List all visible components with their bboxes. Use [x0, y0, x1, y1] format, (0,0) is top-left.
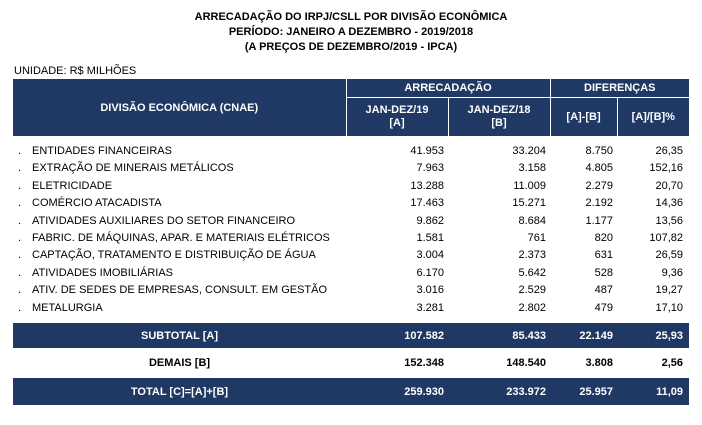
value-diff-pct: 20,70 — [655, 179, 684, 192]
row-bullet: . — [18, 179, 22, 192]
col-group-diferencas: DIFERENÇAS — [550, 79, 689, 98]
value-jan-dez-19: 13.288 — [410, 179, 444, 192]
subtotal-pct: 25,93 — [617, 323, 689, 348]
subtotal-label: SUBTOTAL [A] — [13, 323, 346, 348]
division-name-cell — [13, 160, 346, 177]
value-jan-dez-19: 9.862 — [416, 214, 444, 227]
value-jan-dez-18: 5.642 — [518, 266, 547, 279]
division-name: METALURGIA — [32, 301, 103, 314]
value-jan-dez-19: 7.963 — [416, 162, 444, 175]
value-jan-dez-18: 2.529 — [518, 284, 547, 297]
row-bullet: . — [18, 266, 22, 279]
division-name-cell — [13, 300, 346, 317]
row-bullet: . — [18, 214, 22, 227]
value-jan-dez-19: 3.281 — [416, 301, 444, 314]
unit-label: UNIDADE: R$ MILHÕES — [14, 65, 137, 77]
value-jan-dez-18: 2.802 — [518, 301, 547, 314]
subtotal-row — [13, 323, 689, 348]
table-row — [13, 265, 689, 282]
division-name: COMÉRCIO ATACADISTA — [32, 197, 162, 210]
value-diff-pct: 17,10 — [655, 301, 684, 314]
col-group-arrecadacao: ARRECADAÇÃO — [346, 79, 550, 98]
demais-label: DEMAIS [B] — [148, 357, 211, 370]
table-row — [13, 195, 689, 212]
value-jan-dez-19: 1.581 — [416, 232, 444, 245]
value-diff-pct: 13,56 — [655, 214, 684, 227]
col-header-diff-abs: [A]-[B] — [550, 98, 617, 137]
revenue-table — [13, 79, 689, 405]
col-header-diff-pct: [A]/[B]% — [617, 98, 689, 137]
table-row — [13, 230, 689, 247]
value-diff-abs: 528 — [594, 266, 614, 279]
table-row — [13, 143, 689, 160]
value-jan-dez-18: 15.271 — [512, 197, 547, 210]
value-jan-dez-19: 3.016 — [416, 284, 444, 297]
total-label: TOTAL [C]=[A]+[B] — [13, 378, 346, 405]
table-row — [13, 213, 689, 230]
value-diff-abs: 2.279 — [585, 179, 614, 192]
row-bullet: . — [18, 145, 22, 157]
value-diff-abs: 2.192 — [585, 197, 614, 210]
row-bullet: . — [18, 232, 22, 245]
demais-a: 152.348 — [404, 357, 444, 370]
demais-b: 148.540 — [506, 357, 547, 370]
value-jan-dez-18: 11.009 — [513, 179, 547, 192]
col-header-division: DIVISÃO ECONÔMICA (CNAE) — [13, 79, 346, 136]
division-name-cell — [13, 265, 346, 282]
value-jan-dez-19: 6.170 — [416, 266, 444, 279]
table-body — [13, 136, 689, 323]
division-name: FABRIC. DE MÁQUINAS, APAR. E MATERIAIS ELÉTRICOS — [32, 232, 330, 245]
row-bullet: . — [18, 284, 22, 297]
division-name: ATIVIDADES IMOBILIÁRIAS — [32, 266, 173, 279]
division-name: CAPTAÇÃO, TRATAMENTO E DISTRIBUIÇÃO DE ÁGUA — [32, 249, 316, 262]
total-diff: 25.957 — [550, 378, 617, 405]
division-name-cell — [13, 282, 346, 299]
table-row — [13, 178, 689, 195]
demais-diff: 3.808 — [585, 357, 614, 370]
value-jan-dez-18: 761 — [527, 232, 547, 245]
value-jan-dez-19: 3.004 — [416, 249, 444, 262]
value-diff-abs: 8.750 — [585, 145, 614, 157]
value-jan-dez-18: 2.373 — [518, 249, 547, 262]
value-diff-abs: 820 — [594, 232, 614, 245]
total-row — [13, 378, 689, 405]
division-name: ENTIDADES FINANCEIRAS — [32, 145, 172, 157]
value-diff-pct: 9,36 — [661, 266, 684, 279]
value-jan-dez-18: 8.684 — [518, 214, 547, 227]
value-diff-pct: 26,59 — [655, 249, 684, 262]
value-diff-abs: 1.177 — [585, 214, 614, 227]
value-diff-abs: 631 — [594, 249, 614, 262]
value-diff-pct: 26,35 — [655, 145, 684, 157]
report-title: ARRECADAÇÃO DO IRPJ/CSLL POR DIVISÃO ECONÔMICA — [194, 11, 508, 23]
value-jan-dez-18: 33.204 — [512, 145, 547, 157]
row-bullet: . — [18, 301, 22, 314]
row-bullet: . — [18, 162, 22, 175]
table-row — [13, 300, 689, 317]
value-diff-pct: 14,36 — [655, 197, 684, 210]
division-name: ATIV. DE SEDES DE EMPRESAS, CONSULT. EM GESTÃO — [32, 284, 328, 297]
division-name-cell — [13, 230, 346, 247]
table-row — [13, 160, 689, 177]
demais-pct: 2,56 — [661, 357, 684, 370]
value-jan-dez-18: 3.158 — [518, 162, 547, 175]
division-name-cell — [13, 195, 346, 212]
subtotal-b: 85.433 — [448, 323, 550, 348]
value-diff-abs: 4.805 — [585, 162, 614, 175]
table-row — [13, 247, 689, 264]
division-name-cell — [13, 247, 346, 264]
total-b: 233.972 — [448, 378, 550, 405]
value-diff-pct: 107,82 — [649, 232, 684, 245]
value-jan-dez-19: 41.953 — [410, 145, 444, 157]
value-jan-dez-19: 17.463 — [410, 197, 444, 210]
total-pct: 11,09 — [617, 378, 689, 405]
division-name: ELETRICIDADE — [32, 179, 113, 192]
table-row — [13, 282, 689, 299]
division-name: EXTRAÇÃO DE MINERAIS METÁLICOS — [32, 162, 234, 175]
report-period: PERÍODO: JANEIRO A DEZEMBRO - 2019/2018 — [228, 26, 474, 38]
demais-row — [13, 348, 689, 378]
subtotal-a: 107.582 — [346, 323, 448, 348]
col-header-jan-dez-19: JAN-DEZ/19 [A] — [346, 98, 448, 137]
value-diff-pct: 152,16 — [649, 162, 684, 175]
division-name: ATIVIDADES AUXILIARES DO SETOR FINANCEIRO — [32, 214, 296, 227]
report-price-basis: (A PREÇOS DE DEZEMBRO/2019 - IPCA) — [244, 41, 458, 53]
division-name-cell — [13, 178, 346, 195]
row-bullet: . — [18, 197, 22, 210]
division-name-cell — [13, 143, 346, 160]
value-diff-abs: 487 — [594, 284, 614, 297]
value-diff-pct: 19,27 — [655, 284, 684, 297]
subtotal-diff: 22.149 — [550, 323, 617, 348]
value-diff-abs: 479 — [594, 301, 614, 314]
division-name-cell — [13, 213, 346, 230]
col-header-jan-dez-18: JAN-DEZ/18 [B] — [448, 98, 550, 137]
row-bullet: . — [18, 249, 22, 262]
total-a: 259.930 — [346, 378, 448, 405]
